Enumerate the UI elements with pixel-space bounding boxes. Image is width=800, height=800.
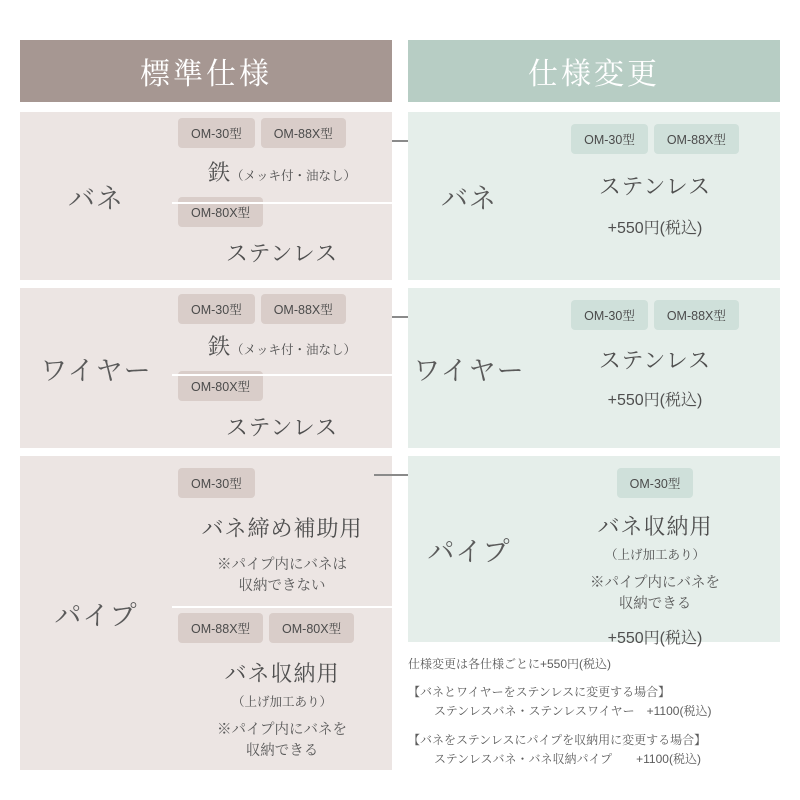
row-wire-standard [20, 288, 392, 448]
material-text [172, 156, 392, 187]
model-chip: OM-30型 [617, 468, 694, 498]
note-line: 収納できない [238, 578, 326, 595]
material-text: ステンレス [598, 174, 712, 199]
note-line: ※パイプ内にバネは [216, 557, 348, 573]
material-name: 鉄 [207, 160, 231, 185]
footer-line: 仕様変更は各仕様ごとに+550円(税込) [408, 657, 612, 671]
header-standard-spec-label: 標準仕様 [140, 58, 272, 91]
row-wire-changed-label: ワイヤー [413, 355, 525, 386]
header-standard-spec [20, 40, 392, 102]
footer-case1-head: 【バネとワイヤーをステンレスに変更する場合】 [408, 685, 671, 700]
chip-group [172, 597, 392, 645]
note-line: ※パイプ内にバネを [589, 575, 721, 591]
chip-group [530, 288, 780, 332]
header-changed-spec-label: 仕様変更 [528, 58, 660, 91]
material-text: ステンレス [598, 348, 712, 373]
material-text: バネ収納用 [597, 514, 713, 539]
model-chip: OM-88X型 [654, 124, 739, 154]
model-chip: OM-88X型 [178, 613, 263, 643]
material-note: （上げ加工あり） [604, 548, 705, 562]
row-wire-standard-body [172, 288, 392, 448]
chip-group [530, 456, 780, 500]
note-line: ※パイプ内にバネを [216, 722, 348, 739]
model-chip: OM-30型 [178, 294, 255, 324]
chip-group [172, 361, 392, 403]
note-line: 収納できる [618, 596, 692, 613]
price-text: +550円(税込) [607, 392, 703, 409]
row-pipe-changed [408, 456, 780, 648]
row-spring-changed-body [530, 112, 780, 280]
row-spring-changed [408, 112, 780, 280]
note-text [172, 720, 392, 762]
model-chip: OM-30型 [178, 468, 255, 498]
model-chip: OM-30型 [178, 118, 255, 148]
material-name: 鉄 [207, 334, 231, 359]
model-chip: OM-88X型 [654, 300, 739, 330]
note-text [172, 555, 392, 597]
material-note: （メッキ付・油なし） [231, 343, 357, 357]
divider [172, 606, 392, 608]
row-wire-changed [408, 288, 780, 448]
row-spring-changed-label: バネ [441, 183, 497, 214]
footer-case2-sub: ステンレスバネ・バネ収納パイプ +1100(税込) [434, 751, 701, 766]
material-text: バネ収納用 [224, 661, 340, 687]
row-spring-standard-body [172, 112, 392, 280]
note-text [530, 573, 780, 615]
material-note-text [530, 539, 780, 565]
model-chip: OM-80X型 [178, 371, 263, 401]
header-changed-spec [408, 40, 780, 102]
price-text: +550円(税込) [607, 220, 703, 237]
row-wire-changed-body [530, 288, 780, 448]
chip-group [530, 112, 780, 156]
model-chip: OM-30型 [571, 300, 648, 330]
model-chip: OM-88X型 [261, 294, 346, 324]
chip-group [172, 112, 392, 150]
material-note: （上げ加工あり） [231, 695, 332, 710]
row-pipe-standard [20, 456, 392, 770]
row-spring-standard [20, 112, 392, 280]
chip-group [172, 288, 392, 326]
note-line: 収納できる [245, 743, 319, 760]
row-pipe-standard-body [172, 456, 392, 770]
footer-case2-head: 【バネをステンレスにパイプを収納用に変更する場合】 [408, 732, 707, 747]
material-text: ステンレス [225, 241, 339, 266]
material-text: ステンレス [225, 415, 339, 440]
row-pipe-changed-body [530, 456, 780, 648]
divider [172, 202, 392, 204]
chip-group [172, 456, 392, 500]
row-spring-standard-label: バネ [68, 183, 124, 214]
model-chip: OM-80X型 [178, 197, 263, 227]
material-text [172, 330, 392, 361]
row-pipe-changed-label: パイプ [427, 536, 511, 567]
material-text: バネ締め補助用 [201, 516, 363, 541]
material-note: （メッキ付・油なし） [231, 169, 357, 183]
chip-group [172, 187, 392, 229]
material-note-text [172, 686, 392, 712]
row-pipe-standard-label: パイプ [54, 600, 138, 631]
footer-notes [408, 655, 788, 769]
model-chip: OM-30型 [571, 124, 648, 154]
price-text: +550円(税込) [607, 630, 703, 648]
divider [172, 374, 392, 376]
footer-case1-sub: ステンレスバネ・ステンレスワイヤー +1100(税込) [434, 704, 712, 719]
model-chip: OM-80X型 [269, 613, 354, 643]
row-wire-standard-label: ワイヤー [40, 355, 152, 386]
model-chip: OM-88X型 [261, 118, 346, 148]
